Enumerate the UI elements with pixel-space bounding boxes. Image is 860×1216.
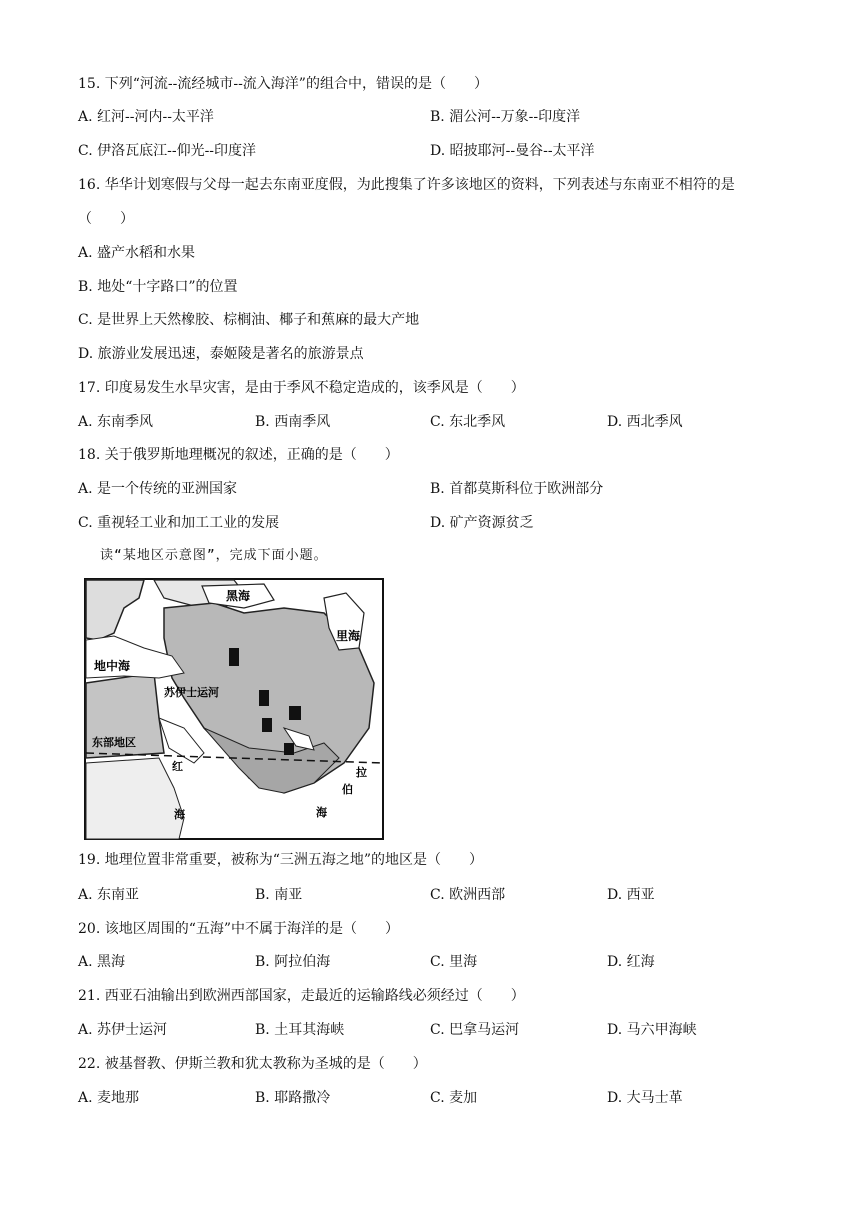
label-arabian-b: 伯 <box>342 783 353 796</box>
label-caspian: 里海 <box>336 629 361 643</box>
question-21-stem: 21. 西亚石油输出到欧洲西部国家，走最近的运输路线必须经过（ ） <box>78 988 525 1004</box>
question-16-stem-continuation: （ ） <box>78 211 134 227</box>
q19-option-b: B. 南亚 <box>255 887 303 903</box>
oil-marker-1 <box>229 648 239 666</box>
q22-option-d: D. 大马士革 <box>607 1090 683 1106</box>
q18-option-d: D. 矿产资源贫乏 <box>430 515 534 531</box>
q18-option-a: A. 是一个传统的亚洲国家 <box>78 481 238 497</box>
q19-option-c: C. 欧洲西部 <box>430 887 506 903</box>
q20-option-c: C. 里海 <box>430 954 478 970</box>
q15-option-a: A. 红河--河内--太平洋 <box>78 109 214 125</box>
q17-option-c: C. 东北季风 <box>430 414 506 430</box>
oil-marker-5 <box>284 743 294 755</box>
question-17-stem: 17. 印度易发生水旱灾害，是由于季风不稳定造成的，该季风是（ ） <box>78 380 525 396</box>
question-18-stem: 18. 关于俄罗斯地理概况的叙述，正确的是（ ） <box>78 447 399 463</box>
q15-option-d: D. 昭披耶河--曼谷--太平洋 <box>430 143 595 159</box>
q22-option-b: B. 耶路撒冷 <box>255 1090 331 1106</box>
q21-option-d: D. 马六甲海峡 <box>607 1022 697 1038</box>
q22-option-c: C. 麦加 <box>430 1090 478 1106</box>
q20-option-a: A. 黑海 <box>78 954 126 970</box>
label-arabian-a: 拉 <box>356 766 367 779</box>
q16-option-d: D. 旅游业发展迅速，泰姬陵是著名的旅游景点 <box>78 346 364 362</box>
q17-option-d: D. 西北季风 <box>607 414 683 430</box>
question-19-stem: 19. 地理位置非常重要，被称为“三洲五海之地”的地区是（ ） <box>78 852 484 868</box>
oil-marker-4 <box>262 718 272 732</box>
label-egypt-area: 东部地区 <box>92 736 136 749</box>
label-red-sea-a: 红 <box>172 760 183 773</box>
q17-option-b: B. 西南季风 <box>255 414 331 430</box>
q22-option-a: A. 麦地那 <box>78 1090 140 1106</box>
question-15-stem: 15. 下列“河流--流经城市--流入海洋”的组合中，错误的是（ ） <box>78 76 488 92</box>
q16-option-a: A. 盛产水稻和水果 <box>78 245 196 261</box>
question-20-stem: 20. 该地区周围的“五海”中不属于海洋的是（ ） <box>78 921 400 937</box>
oil-marker-2 <box>259 690 269 706</box>
oil-marker-3 <box>289 706 301 720</box>
q21-option-c: C. 巴拿马运河 <box>430 1022 520 1038</box>
map-intro-text: 读“某地区示意图”，完成下面小题。 <box>100 548 328 563</box>
question-22-stem: 22. 被基督教、伊斯兰教和犹太教称为圣城的是（ ） <box>78 1056 427 1072</box>
q15-option-c: C. 伊洛瓦底江--仰光--印度洋 <box>78 143 257 159</box>
label-mediterranean: 地中海 <box>94 659 131 673</box>
question-16-stem: 16. 华华计划寒假与父母一起去东南亚度假，为此搜集了许多该地区的资料，下列表述与东南亚不相符的是 <box>78 177 735 193</box>
label-arabian-c: 海 <box>316 806 327 819</box>
q19-option-a: A. 东南亚 <box>78 887 140 903</box>
label-suez: 苏伊士运河 <box>164 686 219 699</box>
q18-option-c: C. 重视轻工业和加工工业的发展 <box>78 515 280 531</box>
label-red-sea-b: 海 <box>174 808 185 821</box>
q15-option-b: B. 湄公河--万象--印度洋 <box>430 109 581 125</box>
q21-option-b: B. 土耳其海峡 <box>255 1022 345 1038</box>
q21-option-a: A. 苏伊士运河 <box>78 1022 168 1038</box>
q17-option-a: A. 东南季风 <box>78 414 154 430</box>
q16-option-b: B. 地处“十字路口”的位置 <box>78 279 238 295</box>
region-map <box>84 578 384 840</box>
label-black-sea: 黑海 <box>226 589 251 603</box>
q19-option-d: D. 西亚 <box>607 887 655 903</box>
q16-option-c: C. 是世界上天然橡胶、棕榈油、椰子和蕉麻的最大产地 <box>78 312 420 328</box>
q20-option-b: B. 阿拉伯海 <box>255 954 331 970</box>
q20-option-d: D. 红海 <box>607 954 655 970</box>
q18-option-b: B. 首都莫斯科位于欧洲部分 <box>430 481 604 497</box>
